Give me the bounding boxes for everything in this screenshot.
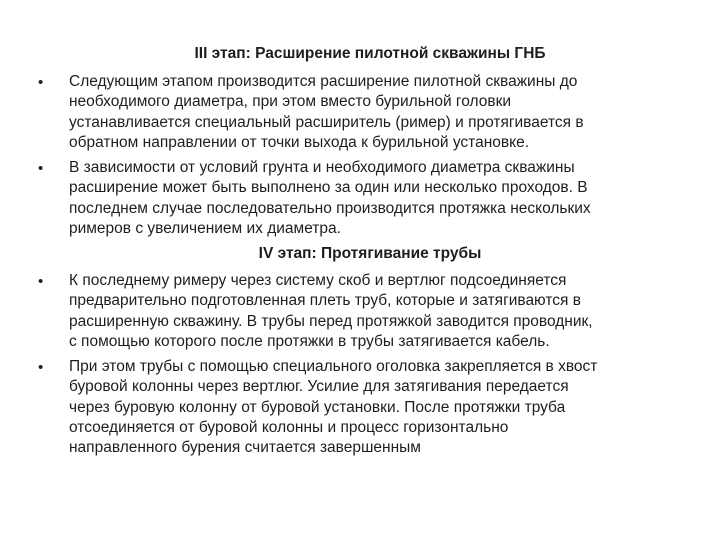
bullet-text [69, 72, 689, 153]
text-line: предварительно подготовленная плеть труб, которые и затягиваются в [69, 292, 581, 310]
bullet-text [69, 271, 689, 352]
stage-4-heading: IV этап: Протягивание трубы [258, 245, 482, 262]
text-line: отсоединяется от буровой колонны и процесс горизонтально [69, 418, 509, 436]
bullet-text [69, 357, 689, 458]
bullet-marker: • [38, 160, 44, 177]
text-line: через буровую колонну от буровой установки. После протяжки труба [69, 398, 566, 416]
text-line: последнем случае последовательно производится протяжка нескольких [69, 199, 591, 217]
text-line: обратном направлении от точки выхода к бурильной установке. [69, 133, 530, 151]
bullet-text [69, 158, 689, 239]
text-line: расширенную скважину. В трубы перед протяжкой заводится проводник, [69, 312, 593, 330]
text-line: направленного бурения считается завершенным [69, 439, 421, 457]
text-line: буровой колонны через вертлюг. Усилие для затягивания передается [69, 378, 569, 396]
text-line: К последнему римеру через систему скоб и вертлюг подсоединяется [69, 272, 567, 289]
bullet-marker: • [38, 273, 44, 290]
text-line: При этом трубы с помощью специального оголовка закрепляется в хвост [69, 358, 598, 375]
bullet-marker: • [38, 359, 44, 376]
stage-3-heading: III этап: Расширение пилотной скважины ГНБ [194, 45, 546, 62]
text-line: с помощью которого после протяжки в трубы затягивается кабель. [69, 332, 550, 350]
text-line: устанавливается специальный расширитель (ример) и протягивается в [69, 113, 584, 131]
text-line: расширение может быть выполнено за один или несколько проходов. В [69, 179, 588, 197]
text-line: Следующим этапом производится расширение пилотной скважины до [69, 73, 578, 90]
text-line: необходимого диаметра, при этом вместо бурильной головки [69, 93, 512, 111]
bullet-marker: • [38, 74, 44, 91]
text-line: римеров с увеличением их диаметра. [69, 219, 341, 237]
text-line: В зависимости от условий грунта и необходимого диаметра скважины [69, 159, 575, 176]
